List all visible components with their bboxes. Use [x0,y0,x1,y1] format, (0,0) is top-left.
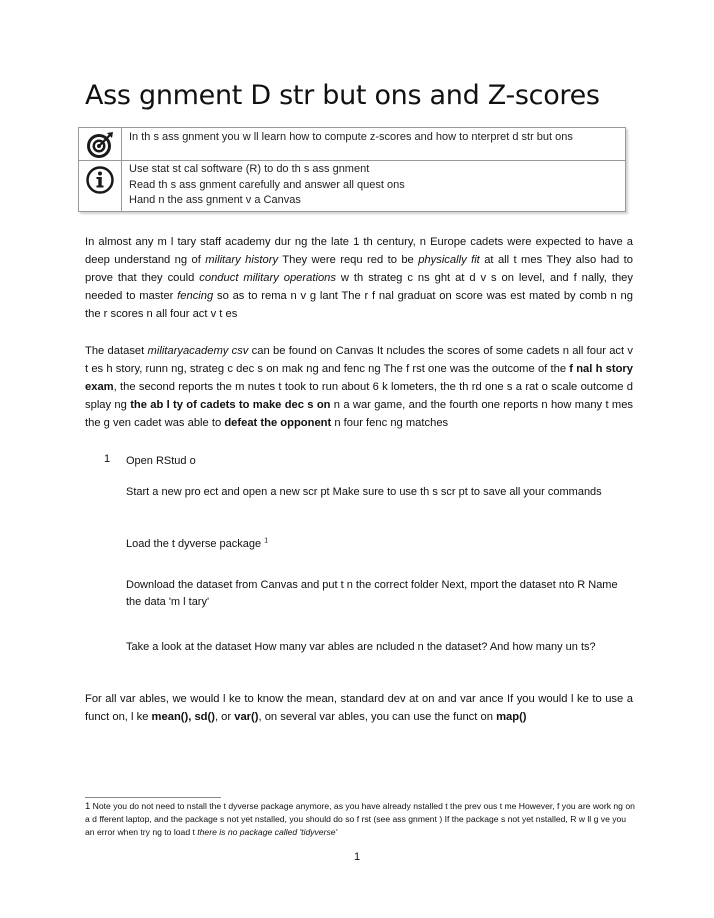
instruction-item: Hand n the ass gnment v a Canvas [129,194,301,206]
instruction-item: Use stat st cal software (R) to do th s ass gnment [129,163,370,175]
footnote-reference: 1 [264,537,269,545]
step-new-project: Start a new pro ect and open a new scr pt Make sure to use th s scr pt to save all your commands [126,486,602,498]
page-title: Ass gnment D str but ons and Z-scores [85,80,600,111]
target-icon [85,130,115,160]
box-divider-vertical [121,128,122,211]
page-number: 1 [353,851,361,863]
step-import-dataset: Download the dataset from Canvas and put t n the correct folder Next, mport the dataset nto R Name the data 'm l tary' [126,579,618,608]
instruction-list [129,162,405,209]
instruction-item: Read th s ass gnment carefully and answer all quest ons [129,178,405,191]
footnote-separator [85,797,221,798]
step-number: 1 [104,453,111,465]
footnote: 1 Note you do not need to nstall the t dyverse package anymore, as you have already nstalled t the prev ous t me However, f you are work ng on a d fferent laptop, and the package s not yet nstalled, you should do so f rst (see ass gnment ) If the package s not yet nstalled, R w ll g ve you an error when try ng to load t there is no package called 'tidyverse' [85,801,635,837]
step-inspect-dataset: Take a look at the dataset How many var ables are ncluded n the dataset? And how many un ts? [126,641,596,653]
functions-paragraph: For all var ables, we would l ke to know the mean, standard dev at on and var ance If you would l ke to use a funct on, l ke mean(), sd(), or var(), on several var ables, you can use the funct on map() [85,693,633,723]
step-load-package: Load the t dyverse package $^1$ [126,537,269,550]
objectives-box [78,127,626,212]
step-open-rstudio: Open RStud o [126,455,196,467]
intro-paragraph: In almost any m l tary staff academy dur ng the late 1 th century, n Europe cadets were expected to have a deep understand ng of military history They were requ red to be physically fit at all t mes They also had to prove that they could conduct military operations w th strateg c ns ght at d v s on level, and f nally, they needed to master fencing so as to rema n v g lant The r f nal graduat on score was est mated by comb n ng the r scores n all four act v t es [85,236,634,320]
info-icon [85,165,115,195]
goal-text: In th s ass gnment you w ll learn how to compute z-scores and how to nterpret d str but ons [129,131,573,143]
box-divider-horizontal [79,160,625,161]
dataset-paragraph: The dataset militaryacademy csv can be found on Canvas It ncludes the scores of some cadets n all four act v t es h story, runn ng, strateg c dec s on mak ng and fenc ng The f rst one was the outcome of the f nal h story exam, the second reports the m nutes t took to run about 6 k lometers, the th rd one s a rat o scale outcome d splay ng the ab l ty of cadets to make dec s on n a war game, and the fourth one reports n how many t mes the g ven cadet was able to defeat the opponent n four fenc ng matches [85,345,634,429]
